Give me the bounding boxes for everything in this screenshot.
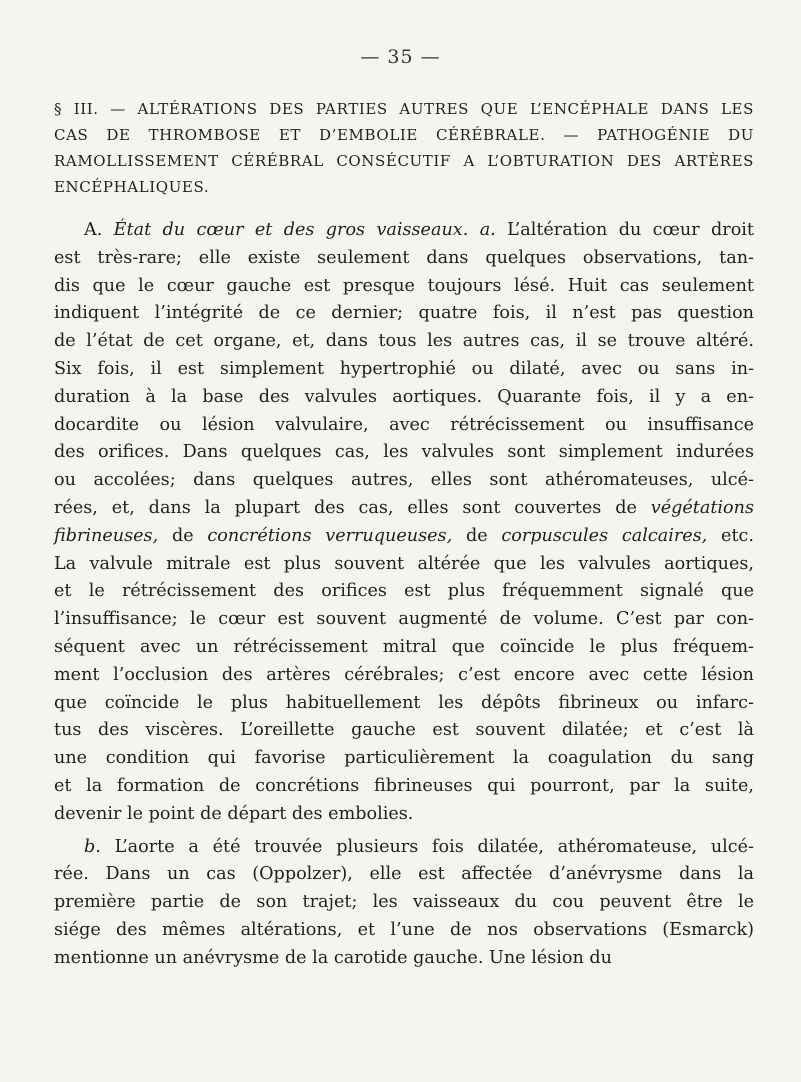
text-line xyxy=(54,717,754,745)
text-segment: rée. Dans un cas (Oppolzer), elle est affectée d’anévrysme dans la xyxy=(54,864,754,885)
text-line xyxy=(54,384,754,412)
text-line xyxy=(54,245,754,273)
text-line xyxy=(54,745,754,773)
text-segment: Six fois, il est simplement hypertrophié ou dilaté, avec ou sans in- xyxy=(54,358,754,379)
text-segment: et le rétrécissement des orifices est plus fréquemment signalé que xyxy=(54,581,754,602)
text-line xyxy=(54,439,754,467)
text-line xyxy=(54,861,754,889)
text-segment: dis que le cœur gauche est presque toujours lésé. Huit cas seulement xyxy=(54,275,754,296)
text-segment: État du cœur et des gros vaisseaux. xyxy=(113,220,469,240)
text-segment: L’altération du cœur droit xyxy=(495,220,754,240)
heading-line: ENCÉPHALIQUES. xyxy=(54,178,210,196)
text-line xyxy=(54,773,754,801)
text-segment: corpuscules calcaires, xyxy=(501,525,708,546)
paragraph-b xyxy=(54,834,754,973)
text-line xyxy=(54,273,754,301)
text-line xyxy=(54,300,754,328)
text-segment: docardite ou lésion valvulaire, avec rétrécissement ou insuffisance xyxy=(54,414,754,435)
text-segment: b. xyxy=(84,836,101,857)
text-line xyxy=(54,495,754,523)
text-segment: des orifices. Dans quelques cas, les valvules sont simplement indurées xyxy=(54,442,754,463)
text-line xyxy=(54,467,754,495)
text-segment: duration à la base des valvules aortiques. Quarante fois, il y a en- xyxy=(54,386,754,407)
text-line xyxy=(54,523,754,551)
text-segment: séquent avec un rétrécissement mitral que coïncide le plus fréquem- xyxy=(54,636,754,657)
text-line xyxy=(54,412,754,440)
text-segment: siége des mêmes altérations, et l’une de nos observations (Esmarck) xyxy=(54,919,754,940)
text-body xyxy=(54,96,754,978)
text-segment: a. xyxy=(479,220,496,240)
text-line xyxy=(54,356,754,384)
text-line xyxy=(54,834,754,862)
text-line xyxy=(54,217,754,245)
text-segment: etc. xyxy=(707,525,754,546)
text-segment: rées, et, dans la plupart des cas, elles sont couvertes de xyxy=(54,497,651,518)
text-line xyxy=(54,690,754,718)
text-line xyxy=(54,634,754,662)
heading-line: CAS DE THROMBOSE ET D’EMBOLIE CÉRÉBRALE. — PATHOGÉNIE DU xyxy=(54,126,754,144)
text-segment: ou accolées; dans quelques autres, elles sont athéromateuses, ulcé- xyxy=(54,470,754,491)
text-line xyxy=(54,662,754,690)
text-segment: fibrineuses, xyxy=(54,525,159,546)
heading-line: RAMOLLISSEMENT CÉRÉBRAL CONSÉCUTIF A L’OBTURATION DES ARTÈRES xyxy=(54,152,754,170)
text-segment: concrétions verruqueuses, xyxy=(207,525,453,546)
text-segment: de xyxy=(158,525,208,546)
text-line xyxy=(54,945,754,973)
text-segment: une condition qui favorise particulièrement la coagulation du sang xyxy=(54,748,754,769)
text-line xyxy=(54,889,754,917)
text-segment: tus des viscères. L’oreillette gauche est souvent dilatée; et c’est là xyxy=(54,720,754,741)
text-segment: première partie de son trajet; les vaisseaux du cou peuvent être le xyxy=(54,892,754,913)
paragraph-a xyxy=(54,217,754,829)
text-line xyxy=(54,801,754,829)
text-line xyxy=(54,606,754,634)
text-segment: indiquent l’intégrité de ce dernier; quatre fois, il n’est pas question xyxy=(54,303,754,324)
text-segment: de l’état de cet organe, et, dans tous les autres cas, il se trouve altéré. xyxy=(54,331,754,352)
text-line xyxy=(54,551,754,579)
text-segment: devenir le point de départ des embolies. xyxy=(54,803,414,824)
heading-line: § III. — ALTÉRATIONS DES PARTIES AUTRES QUE L’ENCÉPHALE DANS LES xyxy=(54,100,754,118)
text-segment: de xyxy=(452,525,502,546)
text-segment xyxy=(468,220,479,240)
text-segment: ment l’occlusion des artères cérébrales; c’est encore avec cette lésion xyxy=(54,664,754,685)
text-line xyxy=(54,578,754,606)
text-segment: végétations xyxy=(650,497,754,518)
text-segment: A. xyxy=(84,220,114,240)
text-line xyxy=(54,917,754,945)
text-line xyxy=(54,328,754,356)
text-segment: L’aorte a été trouvée plusieurs fois dilatée, athéromateuse, ulcé- xyxy=(100,836,754,857)
text-segment: est très-rare; elle existe seulement dans quelques observations, tan- xyxy=(54,247,754,268)
text-segment: l’insuffisance; le cœur est souvent augmenté de volume. C’est par con- xyxy=(54,609,754,630)
text-segment: mentionne un anévrysme de la carotide gauche. Une lésion du xyxy=(54,947,612,968)
section-heading xyxy=(54,96,754,200)
text-segment: La valvule mitrale est plus souvent altérée que les valvules aortiques, xyxy=(54,553,754,574)
text-segment: que coïncide le plus habituellement les dépôts fibrineux ou infarc- xyxy=(54,692,754,713)
page-number: — 35 — xyxy=(360,46,441,68)
text-segment: et la formation de concrétions fibrineuses qui pourront, par la suite, xyxy=(54,775,754,796)
